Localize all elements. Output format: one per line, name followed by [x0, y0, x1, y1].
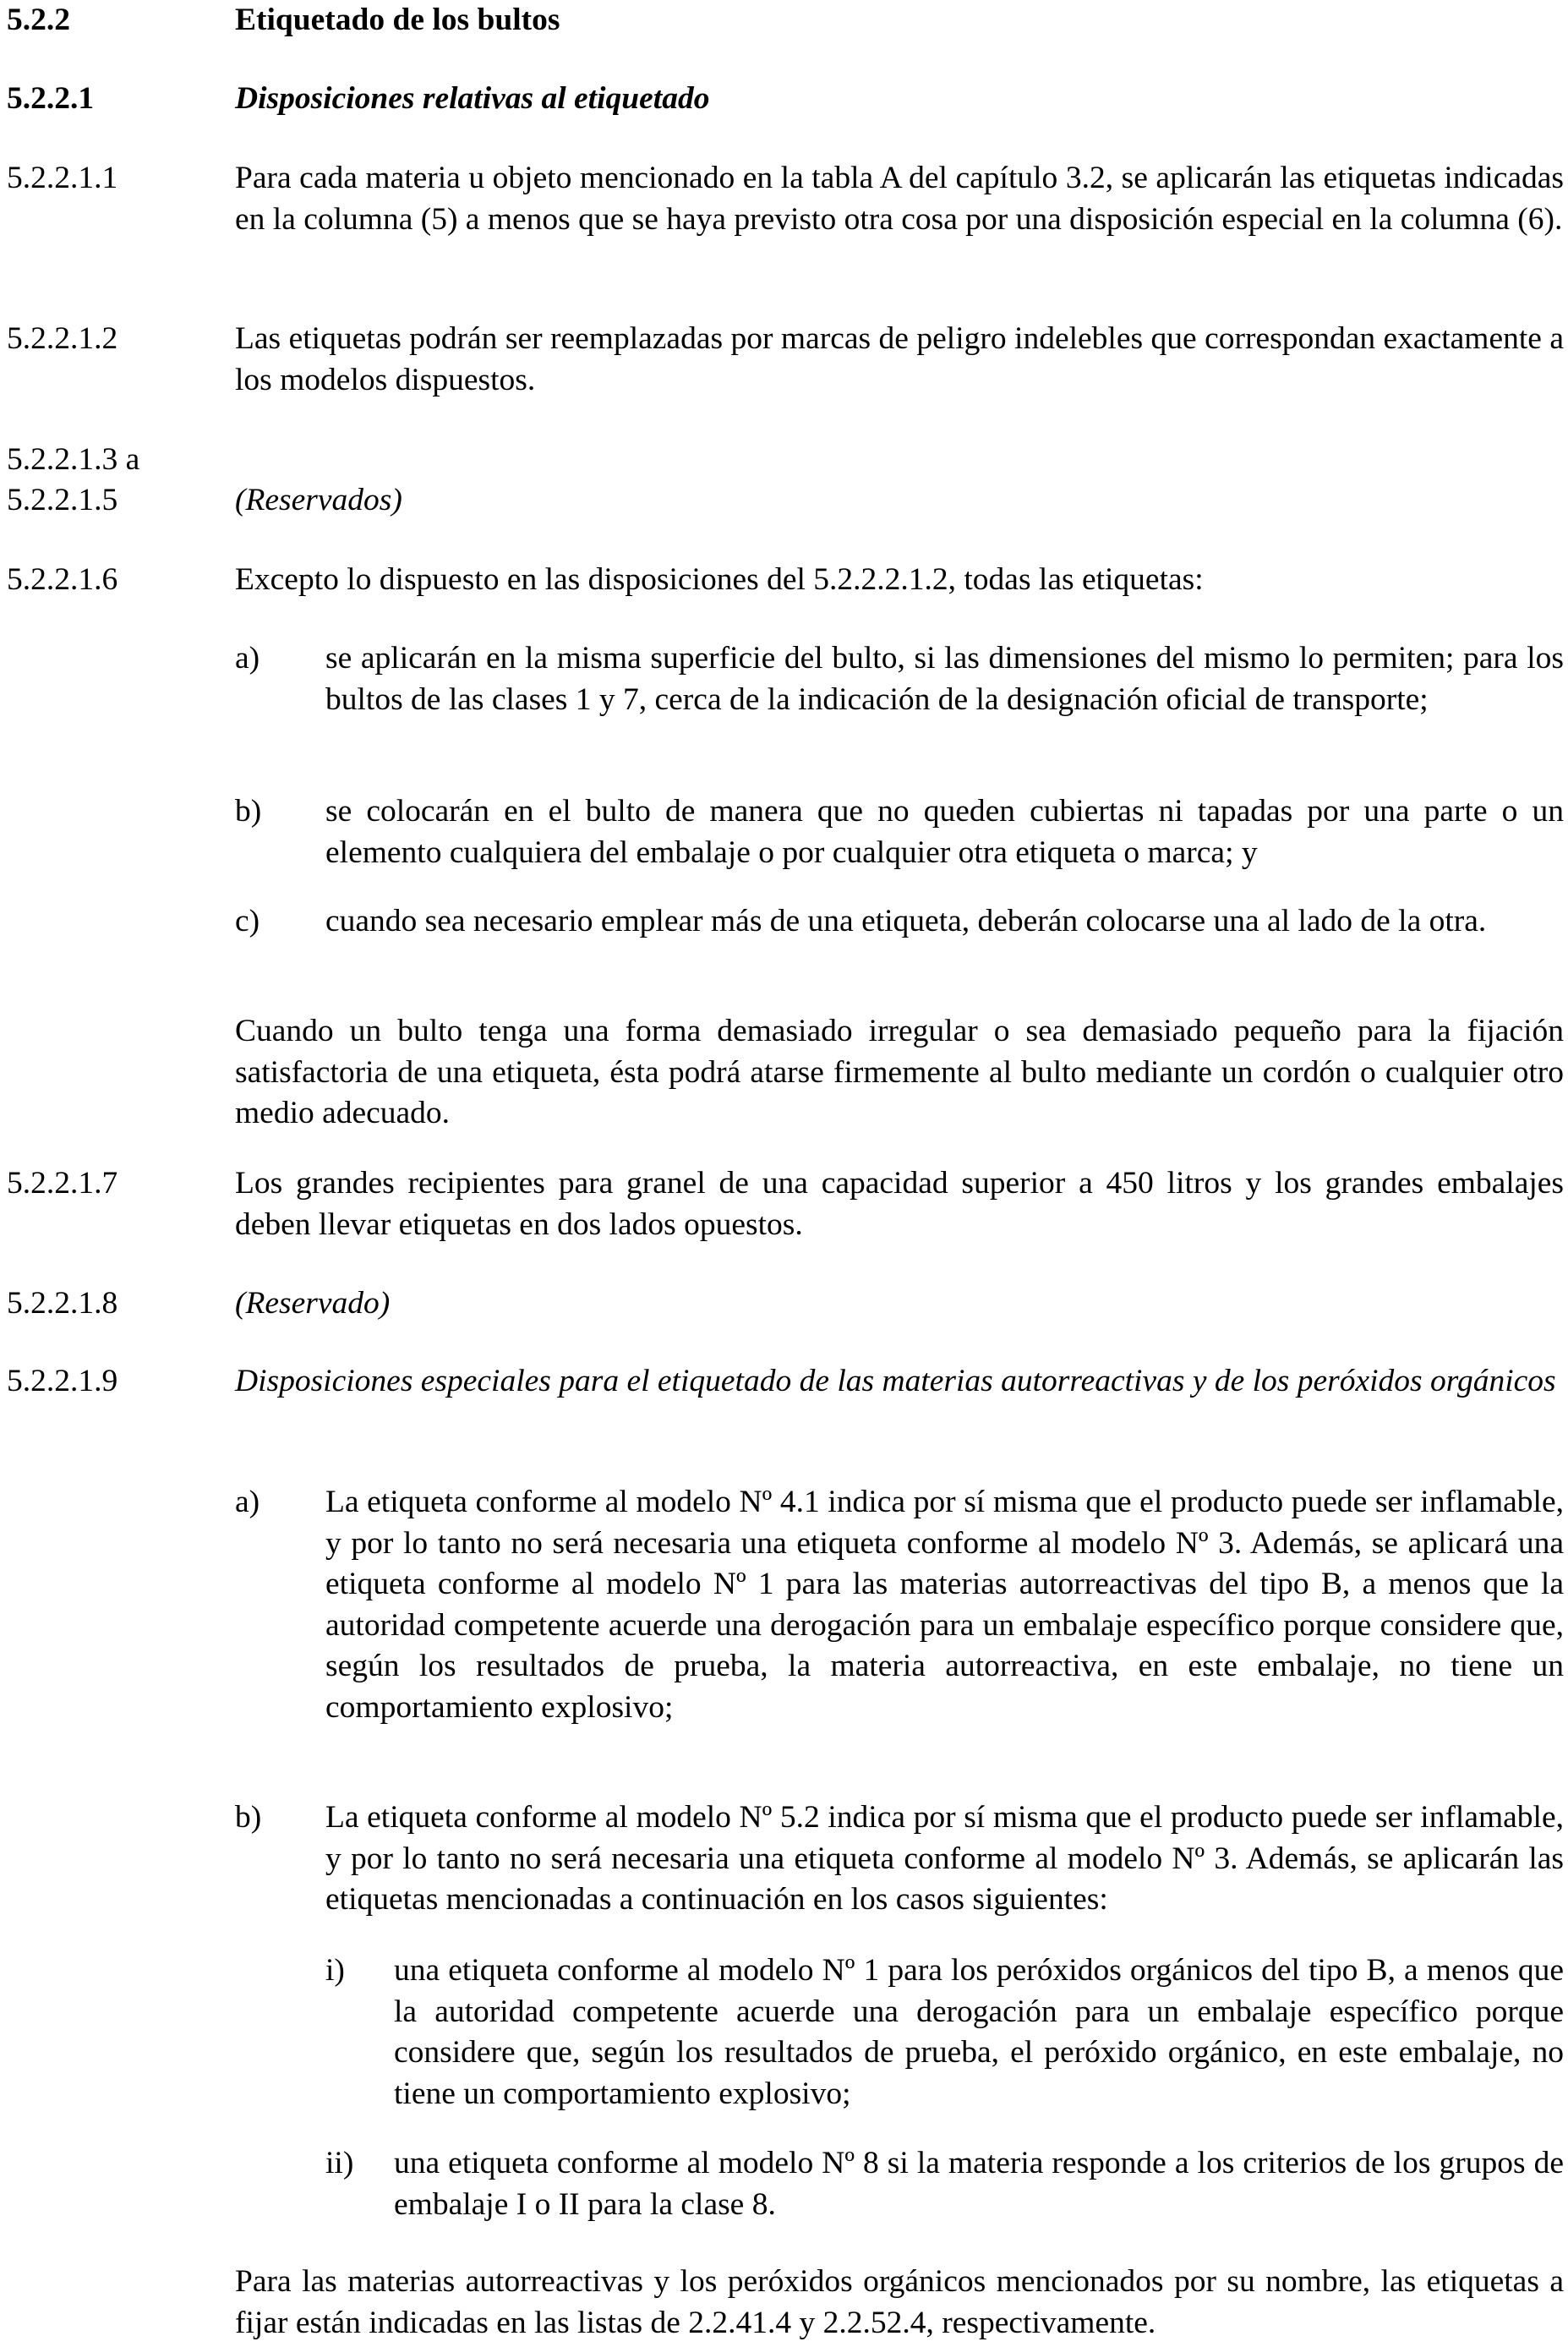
- list-item-label: a): [235, 1485, 260, 1519]
- subsection-number: 5.2.2.1: [7, 81, 95, 116]
- paragraph-number-6: 5.2.2.1.8: [7, 1286, 118, 1321]
- paragraph-number-7: 5.2.2.1.9: [7, 1364, 118, 1398]
- paragraph-text-6: (Reservado): [235, 1286, 391, 1321]
- paragraph-number-2: 5.2.2.1.2: [7, 321, 118, 356]
- sub-list-item-text: una etiqueta conforme al modelo Nº 8 si la materia responde a los criterios de los grupos de embalaje I o II para la clase 8.: [394, 2146, 1564, 2222]
- paragraph-text-4: Excepto lo dispuesto en las disposiciones del 5.2.2.2.1.2, todas las etiquetas:: [235, 562, 1204, 597]
- list-item-text: se aplicarán en la misma superficie del bulto, si las dimensiones del mismo lo permiten; para los bultos de las clases 1 y 7, cerca de la indicación de la designación oficial de transporte;: [325, 641, 1564, 717]
- paragraph-text-2: Las etiquetas podrán ser reemplazadas por marcas de peligro indelebles que correspondan exactamente a los modelos dispuestos.: [235, 321, 1564, 397]
- section-number: 5.2.2: [7, 3, 70, 37]
- paragraph-title-7: Disposiciones especiales para el etiquetado de las materias autorreactivas y de los peróxidos orgánicos: [235, 1364, 1556, 1398]
- document-page: [7, 0, 1562, 2347]
- list-item-label: b): [235, 1800, 262, 1835]
- list-item-text: cuando sea necesario emplear más de una etiqueta, deberán colocarse una al lado de la otra.: [325, 904, 1487, 938]
- list-item-text: La etiqueta conforme al modelo Nº 5.2 indica por sí misma que el producto puede ser inflamable, y por lo tanto no será necesaria una etiqueta conforme al modelo Nº 3. Además, se aplicarán las etiquetas mencionadas a continuación en los casos siguientes:: [325, 1800, 1564, 1917]
- list-item-label: c): [235, 904, 260, 938]
- paragraph-text-5: Los grandes recipientes para granel de una capacidad superior a 450 litros y los grandes embalajes deben llevar etiquetas en dos lados opuestos.: [235, 1166, 1564, 1242]
- sub-list-item-label: ii): [325, 2146, 354, 2180]
- paragraph-number-5: 5.2.2.1.7: [7, 1166, 118, 1201]
- paragraph-text-3: (Reservados): [235, 483, 402, 517]
- section-title: Etiquetado de los bultos: [235, 3, 560, 37]
- sub-list-item-label: i): [325, 1953, 345, 1988]
- paragraph-number-1: 5.2.2.1.1: [7, 161, 118, 195]
- paragraph-text-1: Para cada materia u objeto mencionado en la tabla A del capítulo 3.2, se aplicarán las etiquetas indicadas en la columna (5) a menos que se haya previsto otra cosa por una disposición especial en la columna (6).: [235, 161, 1564, 237]
- sub-list-item-text: una etiqueta conforme al modelo Nº 1 para los peróxidos orgánicos del tipo B, a menos que la autoridad competente acuerde una derogación para un embalaje específico porque considere que, según los resultados de prueba, el peróxido orgánico, en este embalaje, no tiene un comportamiento explosivo;: [394, 1953, 1564, 2111]
- paragraph-number-3b: 5.2.2.1.5: [7, 483, 118, 517]
- list-item-text: La etiqueta conforme al modelo Nº 4.1 indica por sí misma que el producto puede ser inflamable, y por lo tanto no será necesaria una etiqueta conforme al modelo Nº 3. Además, se aplicará una etiqueta conforme al modelo Nº 1 para las materias autorreactivas del tipo B, a menos que la autoridad competente acuerde una derogación para un embalaje específico porque considere que, según los resultados de prueba, la materia autorreactiva, en este embalaje, no tiene un comportamiento explosivo;: [325, 1485, 1564, 1725]
- paragraph-closing-7: Para las materias autorreactivas y los peróxidos orgánicos mencionados por su nombre, las etiquetas a fijar están indicadas en las listas de 2.2.41.4 y 2.2.52.4, respectivamente.: [235, 2264, 1564, 2340]
- list-item-label: a): [235, 641, 260, 676]
- subsection-title: Disposiciones relativas al etiquetado: [235, 81, 710, 116]
- list-item-label: b): [235, 794, 262, 829]
- paragraph-number-4: 5.2.2.1.6: [7, 562, 118, 597]
- paragraph-number-3a: 5.2.2.1.3 a: [7, 442, 140, 477]
- list-item-text: se colocarán en el bulto de manera que no queden cubiertas ni tapadas por una parte o un elemento cualquiera del embalaje o por cualquier otra etiqueta o marca; y: [325, 794, 1564, 870]
- paragraph-closing-4: Cuando un bulto tenga una forma demasiado irregular o sea demasiado pequeño para la fijación satisfactoria de una etiqueta, ésta podrá atarse firmemente al bulto mediante un cordón o cualquier otro medio adecuado.: [235, 1014, 1564, 1130]
